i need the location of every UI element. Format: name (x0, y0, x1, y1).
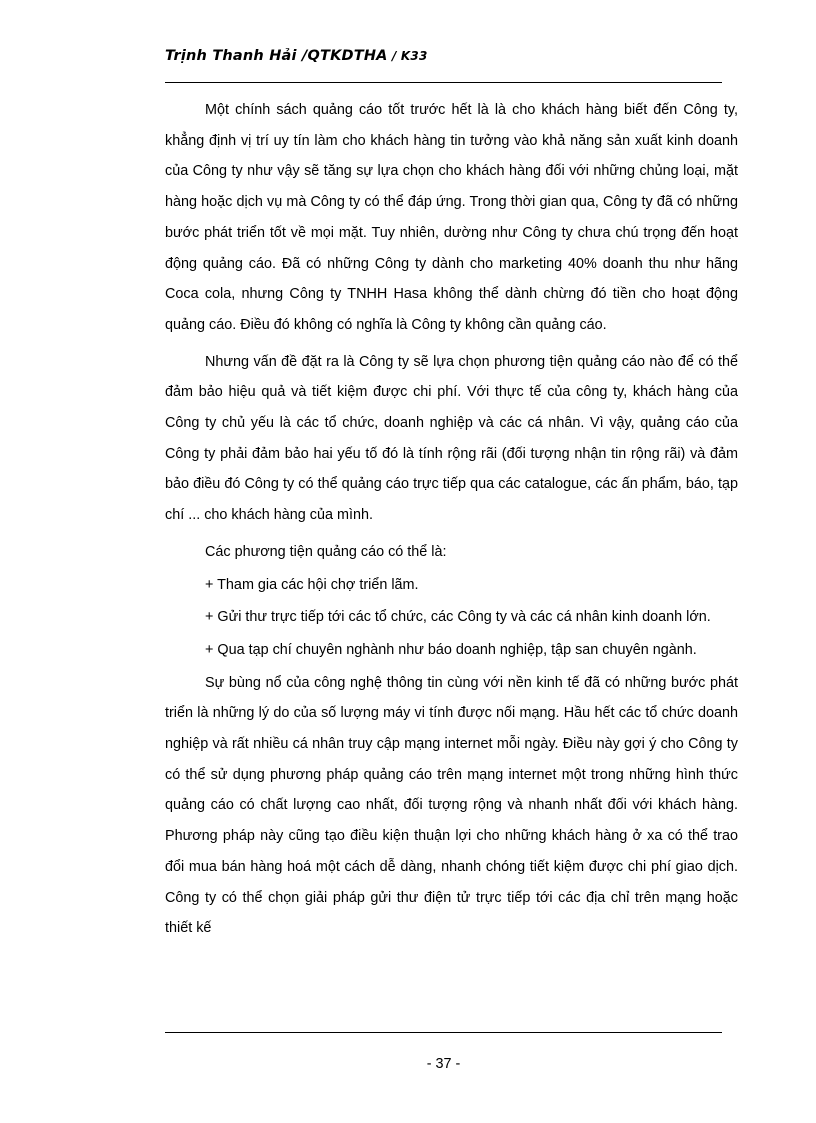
list-item: + Qua tạp chí chuyên nghành như báo doanh nghiệp, tập san chuyên ngành. (205, 641, 697, 658)
footer-rule (165, 1032, 722, 1033)
paragraph-internet-advertising: Sự bùng nổ của công nghệ thông tin cùng với nền kinh tế đã có những bước phát triển là những lý do của số lượng máy vi tính được nối mạng. Hầu hết các tổ chức doanh nghiệp và rất nhiều cá nhân truy cập mạng internet mỗi ngày. Điều này gợi ý cho Công ty có thể sử dụng phương pháp quảng cáo trên mạng internet một trong những hình thức quảng cáo có chất lượng cao nhất, đối tượng rộng và nhanh nhất đối với khách hàng. Phương pháp này cũng tạo điều kiện thuận lợi cho những khách hàng ở xa có thể trao đổi mua bán hàng hoá một cách dễ dàng, nhanh chóng tiết kiệm được chi phí giao dịch. Công ty có thể chọn giải pháp gửi thư điện tử trực tiếp tới các địa chỉ trên mạng hoặc thiết kế (165, 674, 738, 937)
page-number: - 37 - (426, 1056, 461, 1072)
list-item: + Gửi thư trực tiếp tới các tổ chức, các Công ty và các cá nhân kinh doanh lớn. (205, 609, 711, 626)
header-author: Trịnh Thanh Hải (165, 48, 297, 64)
header-rule (165, 82, 722, 83)
paragraph-advertising-policy: Một chính sách quảng cáo tốt trước hết là là cho khách hàng biết đến Công ty, khẳng định vị trí uy tín làm cho khách hàng tin tưởng vào khả năng sản xuất kinh doanh của Công ty như vậy sẽ tăng sự lựa chọn cho khách hàng đối với những chủng loại, mặt hàng hoặc dịch vụ mà Công ty có thể đáp ứng. Trong thời gian qua, Công ty đã có những bước phát triển tốt về mọi mặt. Tuy nhiên, dường như Công ty chưa chú trọng đến hoạt động quảng cáo. Đã có những Công ty dành cho marketing 40% doanh thu như hãng Coca cola, nhưng Công ty TNHH Hasa không thể dành chừng đó tiền cho hoạt động quảng cáo. Điều đó không có nghĩa là Công ty không cần quảng cáo. (165, 102, 738, 333)
list-item: + Tham gia các hội chợ triển lãm. (205, 576, 419, 593)
header-class-code: /QTKDTHA (296, 48, 388, 64)
paragraph-media-choice: Nhưng vấn đề đặt ra là Công ty sẽ lựa chọn phương tiện quảng cáo nào để có thể đảm bảo hiệu quả và tiết kiệm được chi phí. Với thực tế của công ty, khách hàng của Công ty chủ yếu là các tổ chức, doanh nghiệp và các cá nhân. Vì vậy, quảng cáo của Công ty phải đảm bảo hai yếu tố đó là tính rộng rãi (đối tượng nhận tin rộng rãi) và đảm bảo điều đó Công ty có thể quảng cáo trực tiếp qua các catalogue, các ấn phẩm, báo, tạp chí ... cho khách hàng của mình. (165, 353, 738, 524)
running-header (165, 48, 725, 64)
header-cohort: / K33 (387, 49, 428, 63)
list-intro: Các phương tiện quảng cáo có thể là: (205, 543, 447, 560)
body-text (165, 95, 738, 950)
